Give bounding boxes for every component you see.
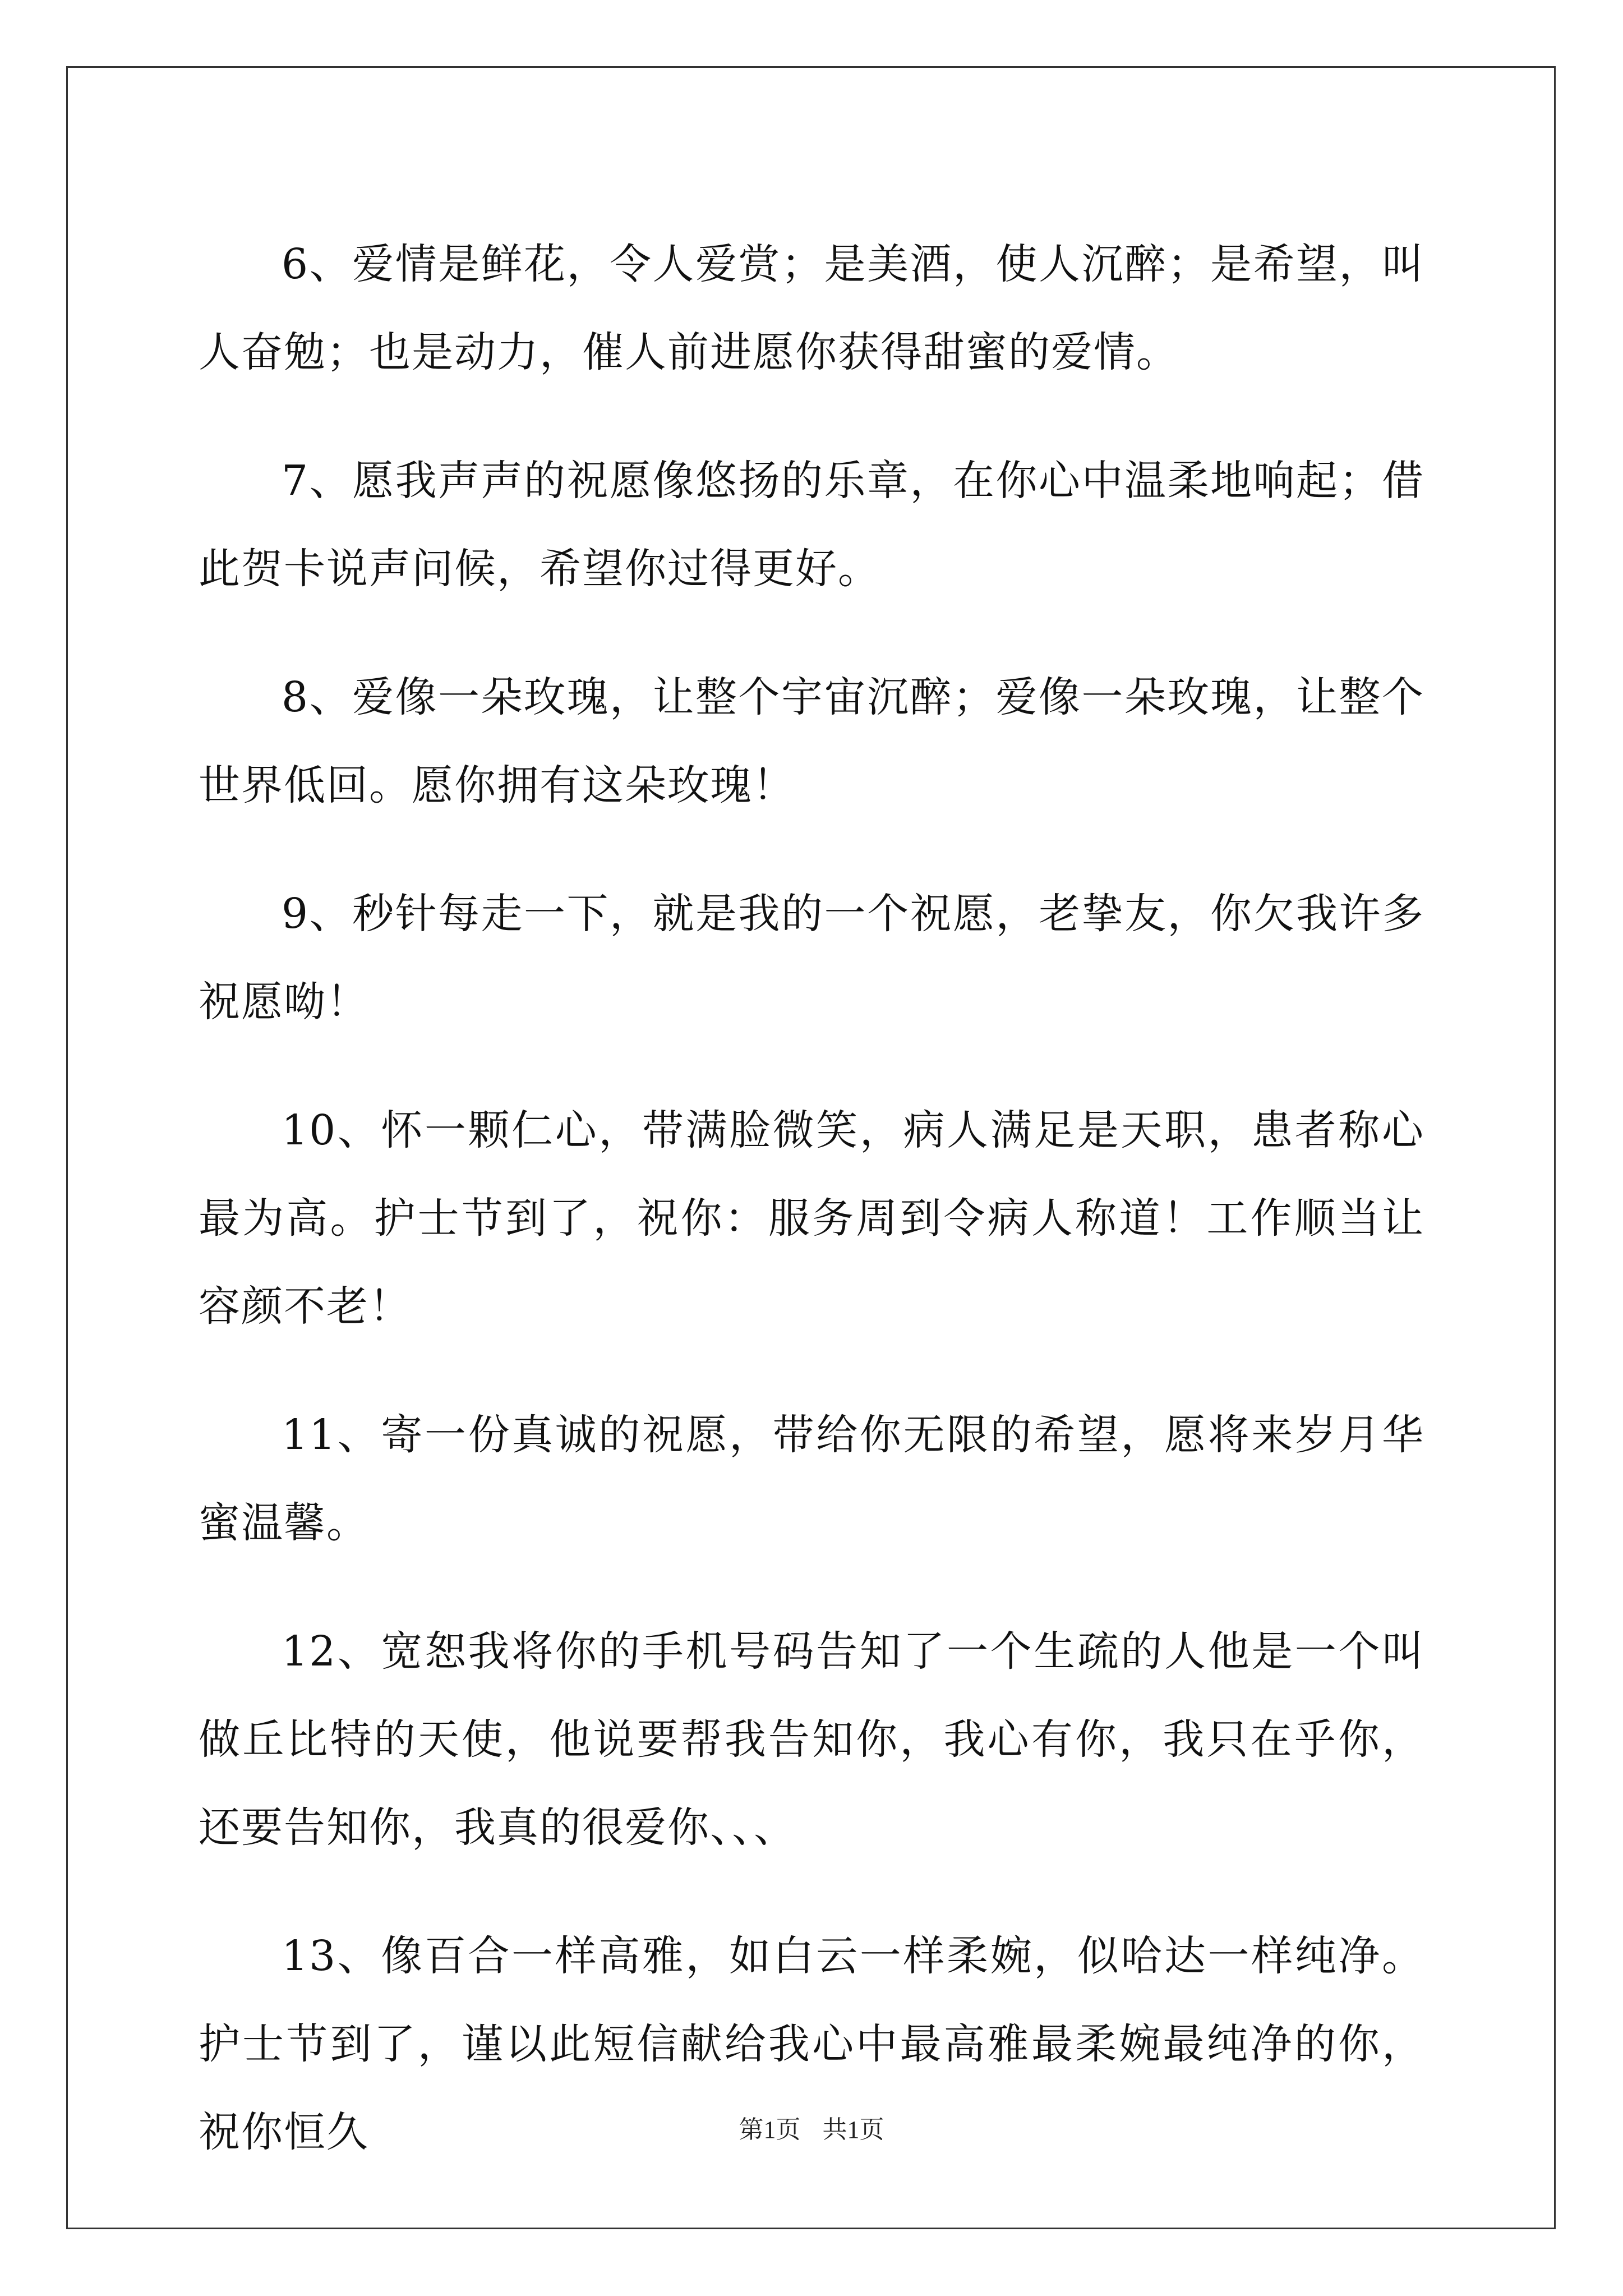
document-body xyxy=(199,220,1424,2217)
page-footer xyxy=(0,2109,1623,2145)
paragraph-12: 12、宽恕我将你的手机号码告知了一个生疏的人他是一个叫做丘比特的天使，他说要帮我告知你，我心有你，我只在乎你，还要告知你，我真的很爱你、、、 xyxy=(199,1627,1424,1852)
page-total: 共1页 xyxy=(822,2116,884,2143)
paragraph-9: 9、秒针每走一下，就是我的一个祝愿，老挚友，你欠我许多祝愿呦！ xyxy=(199,890,1424,1026)
page-number: 第1页 xyxy=(739,2116,801,2143)
paragraph-8: 8、爱像一朵玫瑰，让整个宇宙沉醉；爱像一朵玫瑰，让整个世界低回。愿你拥有这朵玫瑰！ xyxy=(199,673,1424,809)
paragraph-10: 10、怀一颗仁心，带满脸微笑，病人满足是天职，患者称心最为高。护士节到了，祝你：服务周到令病人称道！工作顺当让容颜不老！ xyxy=(199,1106,1424,1331)
paragraph-13: 13、像百合一样高雅，如白云一样柔婉，似哈达一样纯净。护士节到了，谨以此短信献给我心中最高雅最柔婉最纯净的你，祝你恒久 xyxy=(199,1932,1424,2156)
paragraph-11: 11、寄一份真诚的祝愿，带给你无限的希望，愿将来岁月华蜜温馨。 xyxy=(199,1411,1424,1547)
paragraph-6: 6、爱情是鲜花，令人爱赏；是美酒，使人沉醉；是希望，叫人奋勉；也是动力，催人前进愿你获得甜蜜的爱情。 xyxy=(199,240,1424,376)
paragraph-7: 7、愿我声声的祝愿像悠扬的乐章，在你心中温柔地响起；借此贺卡说声问候，希望你过得更好。 xyxy=(199,457,1424,593)
